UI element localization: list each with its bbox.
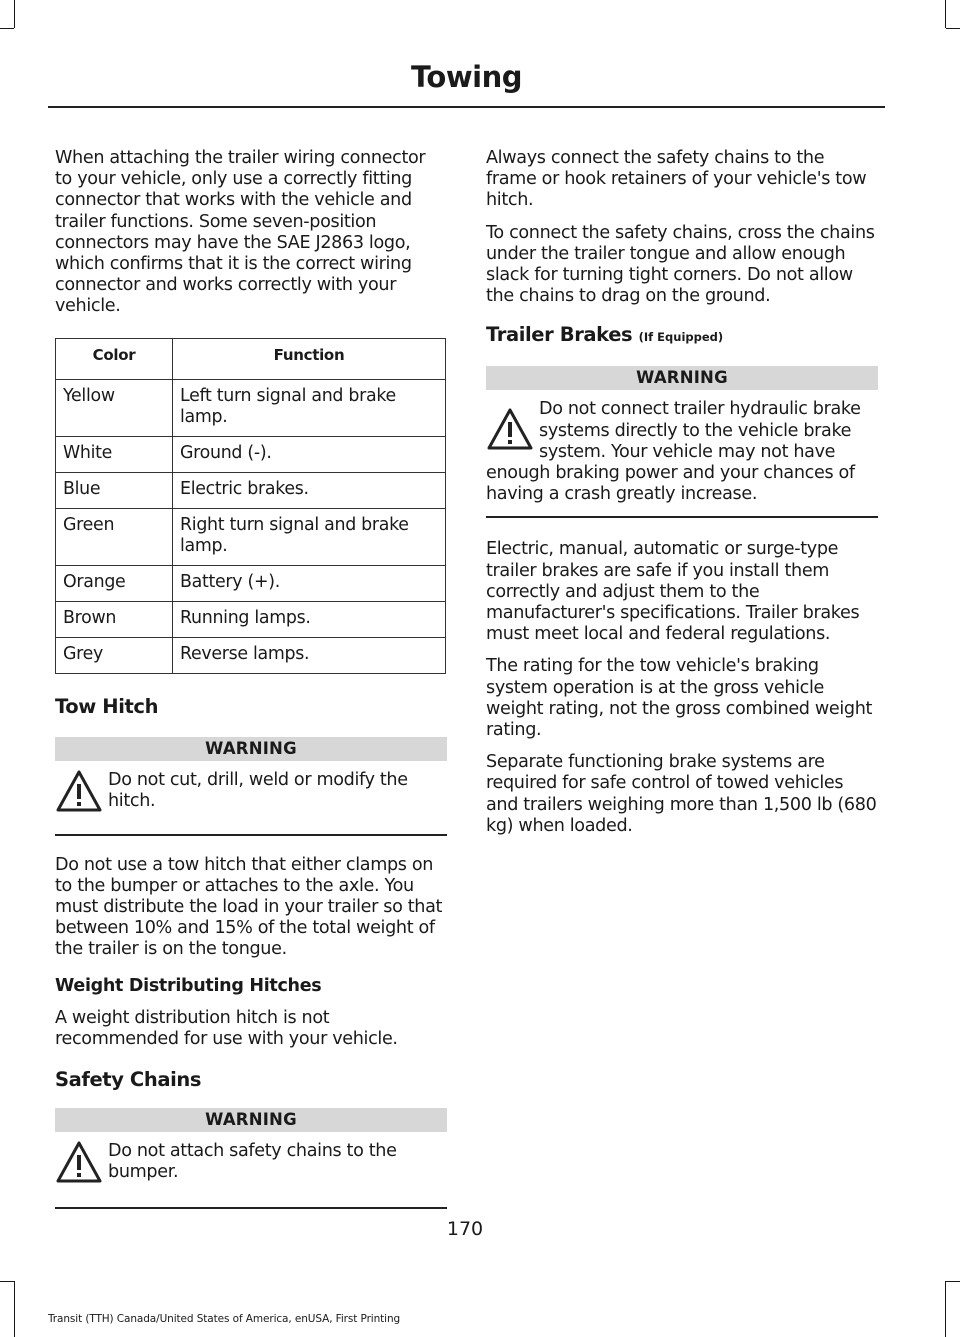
if-equipped-note: (If Equipped) [638,330,724,345]
warning-text: Do not connect trailer hydraulic brake systems directly to the vehicle brake system. Your vehicle may not have enough braking power and your chances of having a crash greatly increase. [486,399,861,505]
table-cell-function: Reverse lamps. [173,637,446,673]
edition-footer: Transit (TTH) Canada/United States of America, enUSA, First Printing [48,1313,401,1325]
section-heading-trailer-brakes [486,323,878,346]
crop-mark [14,0,15,28]
table-row [56,601,446,637]
warning-rule [486,516,878,518]
warning-box-tow-hitch [55,737,447,836]
table-cell-function: Left turn signal and brake lamp. [173,379,446,436]
wiring-color-table [55,338,446,674]
table-cell-function: Electric brakes. [173,472,446,508]
table-row [56,472,446,508]
table-cell-function: Right turn signal and brake lamp. [173,508,446,565]
warning-box-safety-chains [55,1108,447,1209]
section-heading-safety-chains: Safety Chains [55,1068,202,1092]
section-heading-tow-hitch: Tow Hitch [55,694,159,718]
crop-mark [946,28,960,29]
column-header-function: Function [173,338,446,379]
table-cell-function: Ground (-). [173,436,446,472]
crop-mark [14,1281,15,1337]
warning-content [55,761,447,834]
table-row [56,436,446,472]
page-title: Towing [411,60,522,94]
trailer-brakes-paragraph-2: The rating for the tow vehicle's braking system operation is at the gross vehicle weight rating, not the gross combined weight rating. [486,656,873,741]
intro-paragraph: When attaching the trailer wiring connector to your vehicle, only use a correctly fitting connector that works with the vehicle and trailer functions. Some seven-position connectors may have the SAE J2863 logo, which confirms that it is the correct wiring connector and works correctly with your vehicle. [55,148,426,317]
table-cell-color: Green [56,508,173,565]
warning-label: WARNING [486,366,878,390]
table-cell-function: Running lamps. [173,601,446,637]
table-row [56,637,446,673]
left-column [55,148,447,1209]
warning-triangle-icon [55,769,103,813]
crop-mark [0,1281,14,1282]
header-rule [48,106,885,108]
crop-mark [945,1281,946,1337]
table-cell-color: Yellow [56,379,173,436]
table-cell-color: White [56,436,173,472]
table-cell-color: Orange [56,565,173,601]
trailer-brakes-paragraph-3: Separate functioning brake systems are required for safe control of towed vehicles and trailers weighing more than 1,500 lb (680 kg) when loaded. [486,752,877,836]
crop-mark [945,0,946,28]
warning-box-trailer-brakes [486,366,878,518]
table-cell-function: Battery (+). [173,565,446,601]
crop-mark [0,28,14,29]
right-column [486,148,878,848]
weight-distributing-paragraph: A weight distribution hitch is not recommended for use with your vehicle. [55,1007,398,1049]
tow-hitch-paragraph: Do not use a tow hitch that either clamps on to the bumper or attaches to the axle. You must distribute the load in your trailer so that between 10% and 15% of the total weight of the trailer is on the tongue. [55,854,443,960]
column-header-color: Color [56,338,173,379]
section-heading-weight-distributing: Weight Distributing Hitches [55,975,322,996]
safety-chains-paragraph-2: To connect the safety chains, cross the chains under the trailer tongue and allow enough slack for turning tight corners. Do not allow the chains to drag on the ground. [486,222,875,307]
warning-text: Do not attach safety chains to the bumper. [108,1141,397,1183]
crop-mark [946,1281,960,1282]
table-row [56,379,446,436]
trailer-brakes-title: Trailer Brakes [486,323,633,347]
table-row [56,508,446,565]
table-cell-color: Blue [56,472,173,508]
warning-label: WARNING [55,737,447,761]
safety-chains-paragraph-1: Always connect the safety chains to the frame or hook retainers of your vehicle's tow hitch. [486,148,867,211]
trailer-brakes-paragraph-1: Electric, manual, automatic or surge-type trailer brakes are safe if you install them correctly and adjust them to the manufacturer's specifications. Trailer brakes must meet local and federal regulations. [486,539,860,645]
table-cell-color: Grey [56,637,173,673]
table-row [56,565,446,601]
table-header-row [56,338,446,379]
warning-rule [55,1207,447,1209]
warning-triangle-icon [486,407,534,451]
warning-label: WARNING [55,1108,447,1132]
warning-text: Do not cut, drill, weld or modify the hitch. [108,769,408,811]
warning-content [486,390,878,516]
warning-triangle-icon [55,1140,103,1184]
page-number: 170 [446,1218,484,1240]
warning-rule [55,834,447,836]
table-cell-color: Brown [56,601,173,637]
warning-content [55,1132,447,1207]
